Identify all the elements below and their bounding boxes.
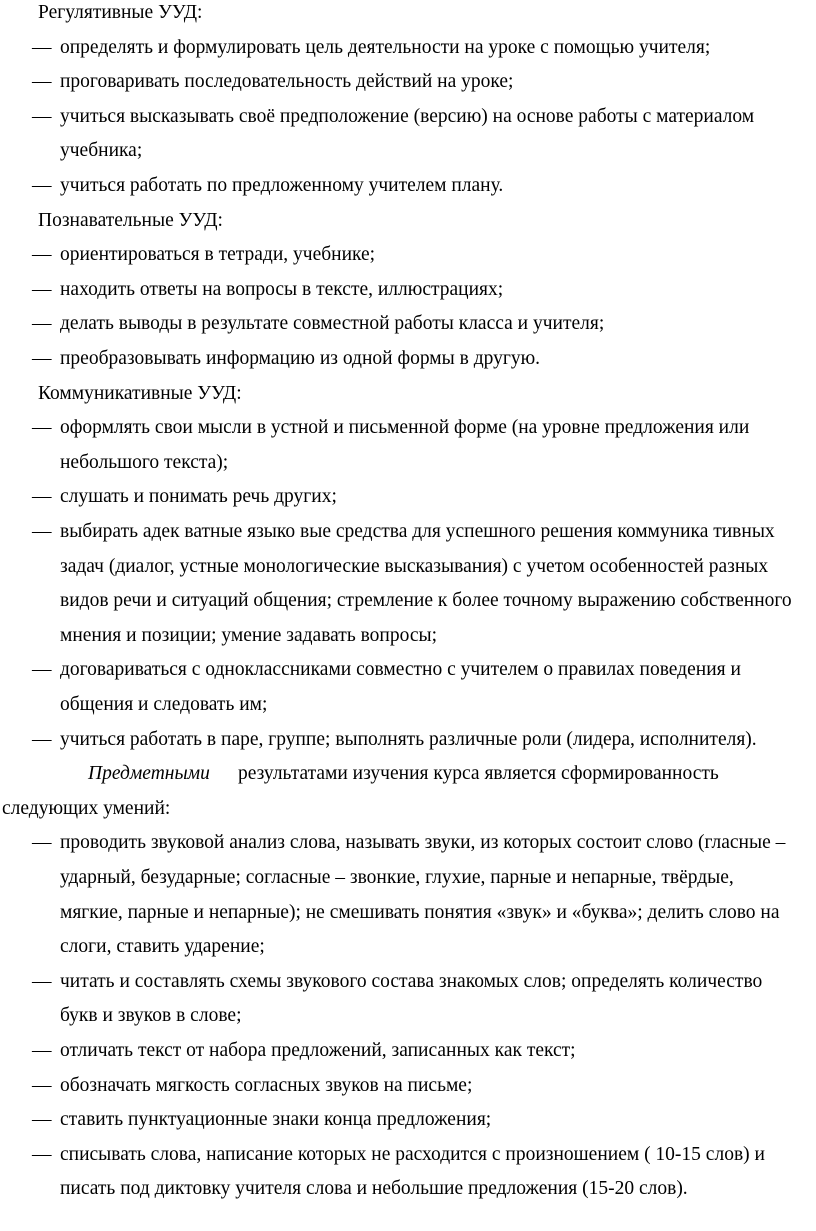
- subject-item-1: проводить звуковой анализ слова, называть звуки, из которых состоит слово (гласные –: [60, 832, 786, 854]
- communicative-item-4: договариваться с одноклассниками совместно с учителем о правилах поведения и: [60, 659, 741, 681]
- cognitive-item-3: делать выводы в результате совместной работы класса и учителя;: [60, 313, 605, 335]
- regulative-heading: Регулятивные УУД:: [38, 2, 203, 23]
- regulative-item-4: учиться работать по предложенному учителем плану.: [60, 175, 504, 196]
- regulative-bullet: —: [32, 36, 52, 58]
- regulative-item-3-cont: учебника;: [60, 140, 143, 162]
- subject-item-2: читать и составлять схемы звукового состава знакомых слов; определять количество: [60, 970, 763, 992]
- subject-intro: результатами изучения курса является сформированность: [238, 763, 719, 785]
- communicative-heading: Коммуникативные УУД:: [38, 382, 242, 404]
- communicative-item-4-cont: общения и следовать им;: [60, 694, 268, 715]
- communicative-item-3-cont: задач (диалог, устные монологические высказывания) с учетом особенностей разных: [60, 555, 769, 577]
- subject-intro-cont: следующих умений:: [2, 797, 171, 819]
- subject-bullet: —: [32, 1074, 52, 1096]
- cognitive-item-1: ориентироваться в тетради, учебнике;: [60, 244, 376, 266]
- communicative-bullet: —: [32, 486, 52, 508]
- regulative-bullet: —: [32, 175, 52, 196]
- cognitive-bullet: —: [32, 278, 52, 300]
- cognitive-bullet: —: [32, 348, 52, 369]
- communicative-item-3-cont: мнения и позиции; умение задавать вопросы;: [60, 624, 438, 646]
- subject-item-1-cont: мягкие, парные и непарные); не смешивать понятия «звук» и «буква»; делить слово на: [60, 901, 780, 923]
- regulative-bullet: —: [32, 71, 52, 93]
- subject-bullet: —: [32, 1109, 52, 1131]
- communicative-item-5: учиться работать в паре, группе; выполнять различные роли (лидера, исполнителя).: [60, 728, 757, 750]
- subject-item-6: списывать слова, написание которых не расходится с произношением ( 10-15 слов) и: [60, 1143, 765, 1165]
- subject-item-4: обозначать мягкость согласных звуков на письме;: [60, 1074, 473, 1096]
- subject-bullet: —: [32, 1040, 52, 1061]
- cognitive-item-4: преобразовывать информацию из одной формы в другую.: [60, 348, 541, 369]
- communicative-bullet: —: [32, 521, 52, 542]
- communicative-bullet: —: [32, 728, 52, 750]
- subject-item-1-cont: слоги, ставить ударение;: [60, 936, 265, 958]
- communicative-bullet: —: [32, 417, 52, 439]
- communicative-bullet: —: [32, 659, 52, 681]
- regulative-item-2: проговаривать последовательность действий на уроке;: [60, 71, 514, 93]
- cognitive-bullet: —: [32, 313, 52, 335]
- communicative-item-3: выбирать адек ватные языко вые средства для успешного решения коммуника тивных: [60, 521, 775, 542]
- regulative-bullet: —: [32, 105, 52, 127]
- regulative-item-1: определять и формулировать цель деятельности на уроке с помощью учителя;: [60, 36, 711, 58]
- subject-item-3: отличать текст от набора предложений, записанных как текст;: [60, 1040, 576, 1061]
- subject-bullet: —: [32, 832, 52, 854]
- subject-bullet: —: [32, 1143, 52, 1165]
- communicative-item-1: оформлять свои мысли в устной и письменной форме (на уровне предложения или: [60, 417, 750, 439]
- subject-item-5: ставить пунктуационные знаки конца предложения;: [60, 1109, 492, 1131]
- cognitive-item-2: находить ответы на вопросы в тексте, иллюстрациях;: [60, 278, 504, 300]
- subject-item-6-cont: писать под диктовку учителя слова и небольшие предложения (15-20 слов).: [60, 1178, 688, 1200]
- subject-item-2-cont: букв и звуков в слове;: [60, 1005, 242, 1027]
- subject-italic-word: Предметными: [88, 763, 210, 785]
- subject-item-1-cont: ударный, безударные; согласные – звонкие, глухие, парные и непарные, твёрдые,: [60, 867, 734, 888]
- communicative-item-1-cont: небольшого текста);: [60, 451, 229, 473]
- communicative-item-3-cont: видов речи и ситуаций общения; стремление к более точному выражению собственного: [60, 590, 792, 612]
- cognitive-bullet: —: [32, 244, 52, 266]
- regulative-item-3: учиться высказывать своё предположение (версию) на основе работы с материалом: [60, 105, 755, 127]
- communicative-item-2: слушать и понимать речь других;: [60, 486, 337, 508]
- subject-bullet: —: [32, 970, 52, 992]
- cognitive-heading: Познавательные УУД:: [38, 209, 223, 231]
